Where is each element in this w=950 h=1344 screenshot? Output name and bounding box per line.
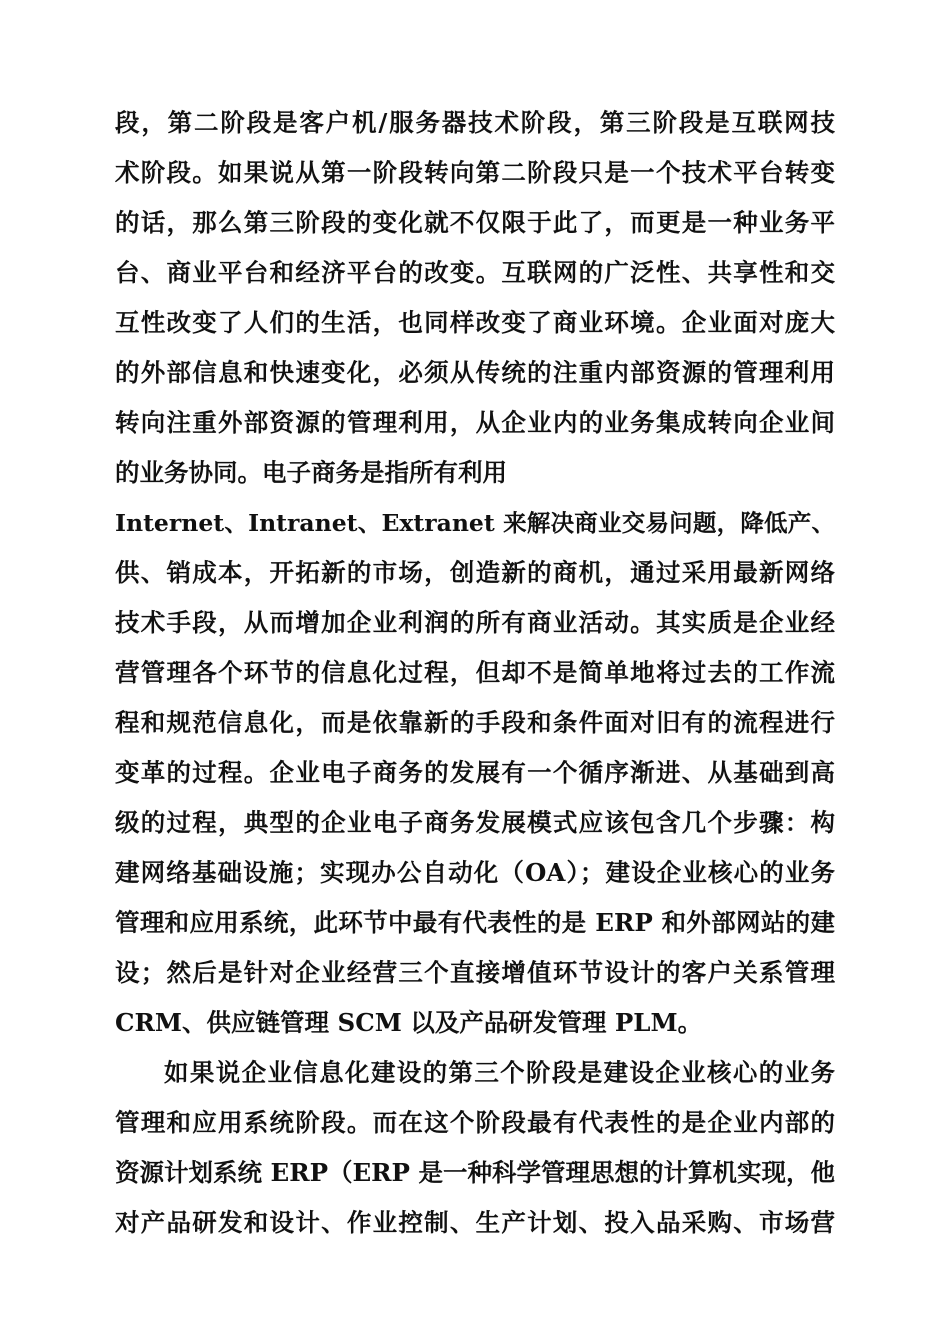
paragraph-2-line-2: 管理和应用系统阶段。而在这个阶段最有代表性的是企业内部的 [115, 1108, 835, 1137]
paragraph-1-line-13: 程和规范信息化，而是依靠新的手段和条件面对旧有的流程进行 [115, 708, 835, 737]
paragraph-1-line-12: 营管理各个环节的信息化过程，但却不是简单地将过去的工作流 [115, 658, 835, 687]
paragraph-1-line-4: 台、商业平台和经济平台的改变。互联网的广泛性、共享性和交 [115, 258, 835, 287]
paragraph-2-line-1: 如果说企业信息化建设的第三个阶段是建设企业核心的业务 [164, 1058, 835, 1087]
paragraph-1-line-11: 技术手段，从而增加企业利润的所有商业活动。其实质是企业经 [115, 608, 835, 637]
paragraph-2-line-3: 资源计划系统 ERP（ERP 是一种科学管理思想的计算机实现，他 [115, 1158, 835, 1187]
paragraph-1-line-16: 建网络基础设施；实现办公自动化（OA）；建设企业核心的业务 [115, 858, 835, 887]
paragraph-1-line-19: CRM、供应链管理 SCM 以及产品研发管理 PLM。 [115, 1008, 703, 1037]
paragraph-1-line-9: Internet、Intranet、Extranet 来解决商业交易问题，降低产、 [115, 509, 835, 537]
paragraph-1-line-18: 设；然后是针对企业经营三个直接增值环节设计的客户关系管理 [115, 958, 835, 987]
paragraph-1-line-3: 的话，那么第三阶段的变化就不仅限于此了，而更是一种业务平 [115, 208, 835, 237]
paragraph-1-line-7: 转向注重外部资源的管理利用，从企业内的业务集成转向企业间 [115, 408, 835, 437]
paragraph-1-line-6: 的外部信息和快速变化，必须从传统的注重内部资源的管理利用 [115, 358, 835, 387]
paragraph-1-line-2: 术阶段。如果说从第一阶段转向第二阶段只是一个技术平台转变 [115, 158, 835, 187]
paragraph-1-line-10: 供、销成本，开拓新的市场，创造新的商机，通过采用最新网络 [115, 558, 835, 587]
paragraph-1-line-15: 级的过程，典型的企业电子商务发展模式应该包含几个步骤：构 [115, 808, 835, 837]
paragraph-1-line-5: 互性改变了人们的生活，也同样改变了商业环境。企业面对庞大 [115, 308, 835, 337]
paragraph-1-line-17: 管理和应用系统，此环节中最有代表性的是 ERP 和外部网站的建 [115, 908, 835, 937]
paragraph-1-line-14: 变革的过程。企业电子商务的发展有一个循序渐进、从基础到高 [115, 758, 835, 787]
paragraph-1-line-8: 的业务协同。电子商务是指所有利用 [115, 458, 507, 487]
paragraph-1-line-1: 段，第二阶段是客户机/服务器技术阶段，第三阶段是互联网技 [115, 108, 835, 137]
paragraph-2-line-4: 对产品研发和设计、作业控制、生产计划、投入品采购、市场营 [115, 1208, 835, 1237]
